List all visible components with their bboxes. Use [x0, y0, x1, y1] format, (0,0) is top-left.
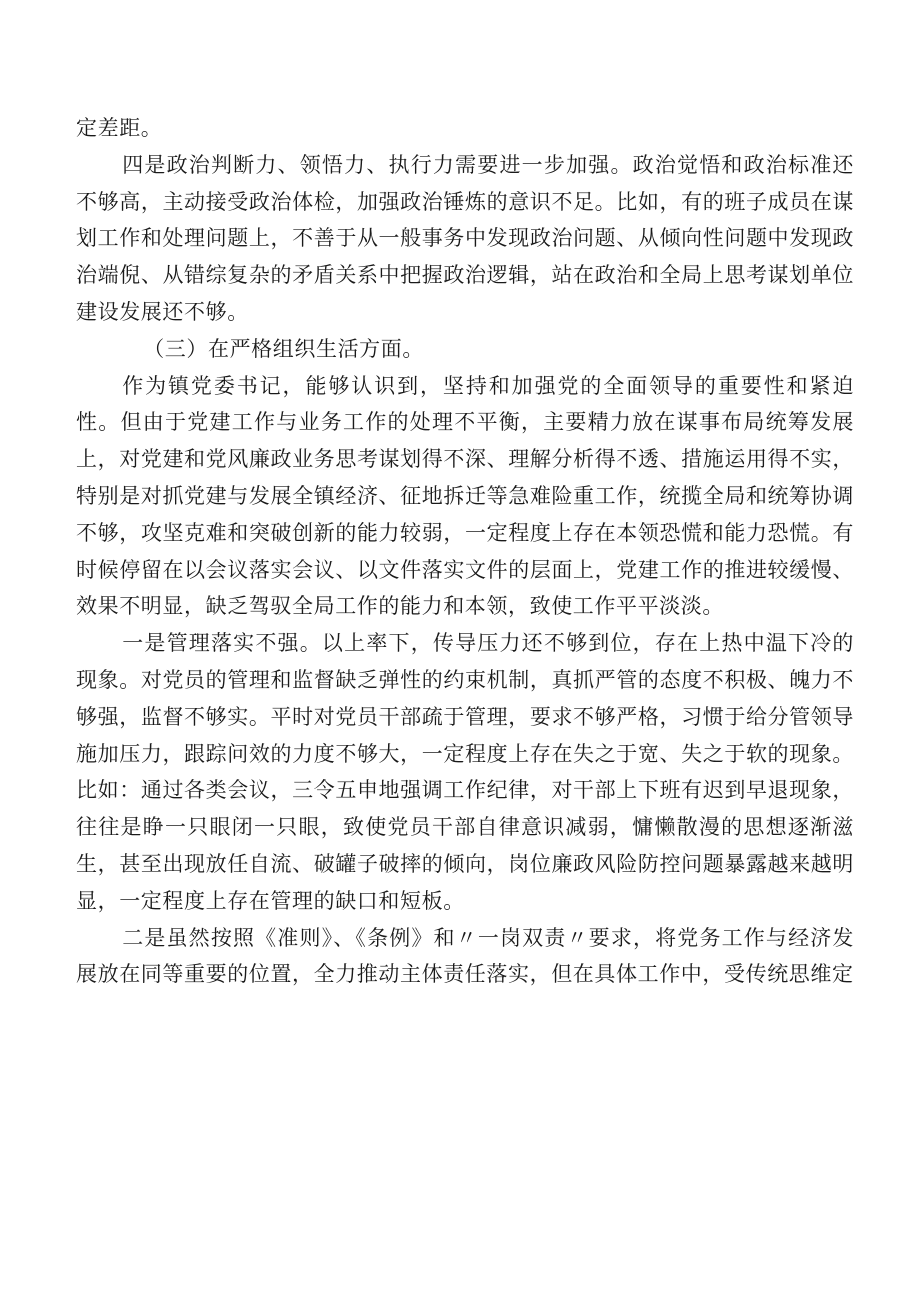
paragraph-responsibility: 二是虽然按照《准则》、《条例》和〃一岗双责〃要求，将党务工作与经济发展放在同等重要的位置，全力推动主体责任落实，但在具体工作中，受传统思维定: [76, 925, 854, 987]
paragraph-continuation: 定差距。: [76, 116, 163, 140]
document-body: [76, 110, 854, 993]
paragraph-party-secretary: 作为镇党委书记，能够认识到，坚持和加强党的全面领导的重要性和紧迫性。但由于党建工作与业务工作的处理不平衡，主要精力放在谋事布局统筹发展上，对党建和党风廉政业务思考谋划得不深、理解分析得不透、措施运用得不实，特别是对抓党建与发展全镇经济、征地拆迁等急难险重工作，统揽全局和统筹协调不够，攻坚克难和突破创新的能力较弱，一定程度上存在本领恐慌和能力恐慌。有时候停留在以会议落实会议、以文件落实文件的层面上，党建工作的推进较缓慢、效果不明显，缺乏驾驭全局工作的能力和本领，致使工作平平淡淡。: [76, 373, 854, 619]
section-heading-organizational-life: （三）在严格组织生活方面。: [143, 336, 424, 361]
paragraph-political-judgment: 四是政治判断力、领悟力、执行力需要进一步加强。政治觉悟和政治标准还不够高，主动接受政治体检，加强政治锤炼的意识不足。比如，有的班子成员在谋划工作和处理问题上，不善于从一般事务中发现政治问题、从倾向性问题中发现政治端倪、从错综复杂的矛盾关系中把握政治逻辑，站在政治和全局上思考谋划单位建设发展还不够。: [76, 152, 854, 324]
paragraph-management: 一是管理落实不强。以上率下，传导压力还不够到位，存在上热中温下冷的现象。对党员的管理和监督缺乏弹性的约束机制，真抓严管的态度不积极、魄力不够强，监督不够实。平时对党员干部疏于管理，要求不够严格，习惯于给分管领导施加压力，跟踪问效的力度不够大，一定程度上存在失之于宽、失之于软的现象。比如：通过各类会议，三令五申地强调工作纪律，对干部上下班有迟到早退现象，往往是睁一只眼闭一只眼，致使党员干部自律意识减弱，慵懒散漫的思想逐渐滋生，甚至出现放任自流、破罐子破摔的倾向，岗位廉政风险防控问题暴露越来越明显，一定程度上存在管理的缺口和短板。: [76, 631, 854, 913]
